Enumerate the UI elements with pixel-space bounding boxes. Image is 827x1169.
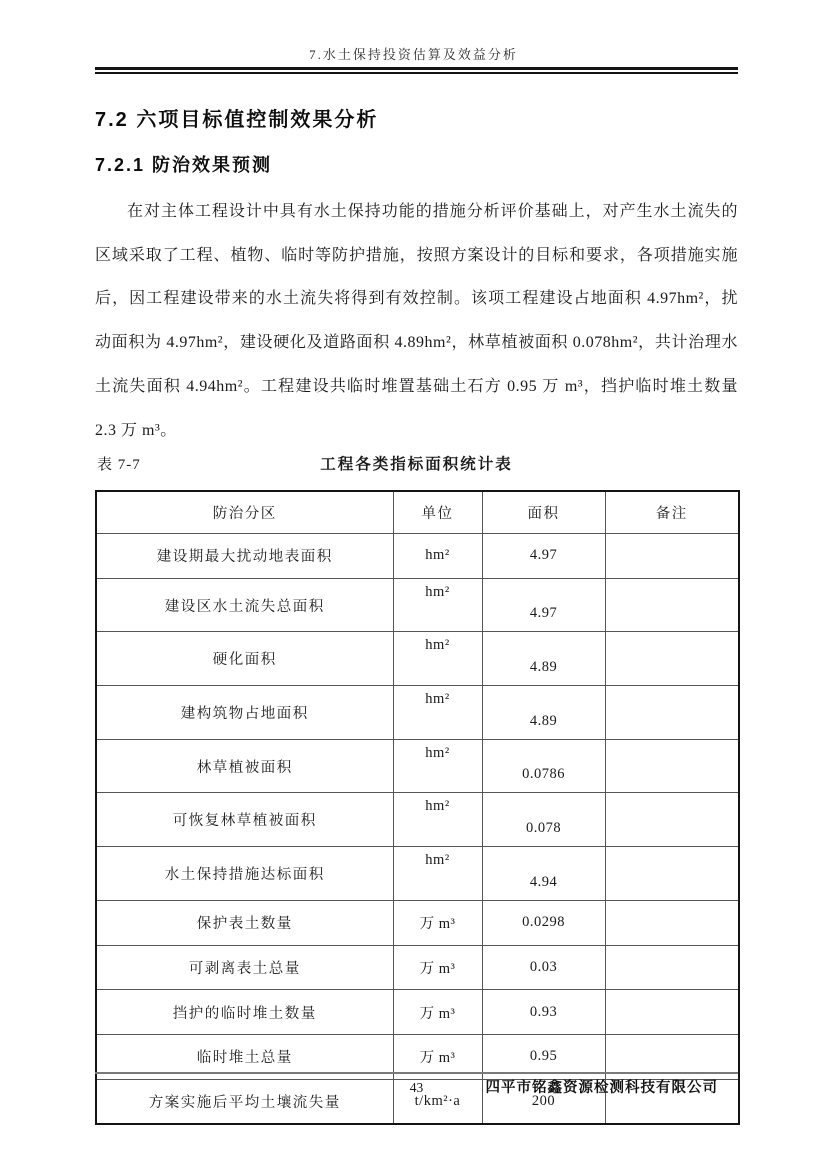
- col-header-zone: 防治分区: [96, 491, 393, 534]
- row-note: [605, 686, 739, 740]
- row-value: 0.0298: [482, 900, 605, 945]
- paragraph-line: 2.3 万 m³。: [95, 421, 177, 439]
- section-heading: 7.2 六项目标值控制效果分析: [95, 109, 379, 131]
- table-row: [96, 632, 739, 686]
- subsection-heading: 7.2.1 防治效果预测: [95, 155, 273, 175]
- row-unit: 万 m³: [393, 900, 482, 945]
- body-paragraph: [95, 190, 738, 452]
- row-label: 建设区水土流失总面积: [96, 578, 393, 632]
- paragraph-line: 土流失面积 4.94hm²。工程建设共临时堆置基础土石方 0.95 万 m³，挡护临时堆土数量: [95, 377, 738, 395]
- row-note: [605, 900, 739, 945]
- row-value: 0.078: [482, 793, 605, 847]
- row-unit: hm²: [393, 847, 482, 901]
- row-note: [605, 847, 739, 901]
- row-unit: 万 m³: [393, 990, 482, 1035]
- row-note: [605, 945, 739, 990]
- row-value: 0.95: [482, 1034, 605, 1079]
- company-name: 四平市铭鑫资源检测科技有限公司: [485, 1080, 718, 1096]
- row-note: [605, 534, 739, 579]
- table-row: [96, 686, 739, 740]
- statistics-table-container: [95, 490, 738, 1125]
- paragraph-line: 动面积为 4.97hm²，建设硬化及道路面积 4.89hm²，林草植被面积 0.078hm²，共计治理水: [95, 334, 738, 352]
- table-header-row: [96, 491, 739, 534]
- row-value: 4.89: [482, 632, 605, 686]
- row-value: 200: [482, 1079, 605, 1124]
- table-row: [96, 990, 739, 1035]
- row-label: 硬化面积: [96, 632, 393, 686]
- row-label: 可剥离表土总量: [96, 945, 393, 990]
- row-label: 保护表土数量: [96, 900, 393, 945]
- table-row: [96, 739, 739, 793]
- row-unit: hm²: [393, 739, 482, 793]
- row-note: [605, 578, 739, 632]
- row-value: 4.97: [482, 534, 605, 579]
- row-label: 林草植被面积: [96, 739, 393, 793]
- footer-rule: [95, 1072, 738, 1074]
- row-label: 建构筑物占地面积: [96, 686, 393, 740]
- table-row: [96, 945, 739, 990]
- table-row: [96, 534, 739, 579]
- paragraph-line: 后，因工程建设带来的水土流失将得到有效控制。该项工程建设占地面积 4.97hm²，扰: [95, 290, 738, 308]
- header-rule: [95, 67, 738, 74]
- row-label: 方案实施后平均土壤流失量: [96, 1079, 393, 1124]
- row-unit: 万 m³: [393, 945, 482, 990]
- row-label: 水土保持措施达标面积: [96, 847, 393, 901]
- row-unit: hm²: [393, 534, 482, 579]
- page-footer: [95, 1077, 738, 1099]
- col-header-note: 备注: [605, 491, 739, 534]
- table-row: [96, 900, 739, 945]
- row-unit: t/km²·a: [393, 1079, 482, 1124]
- table-row: [96, 793, 739, 847]
- row-value: 0.93: [482, 990, 605, 1035]
- row-unit: hm²: [393, 632, 482, 686]
- row-label: 可恢复林草植被面积: [96, 793, 393, 847]
- row-note: [605, 739, 739, 793]
- row-label: 建设期最大扰动地表面积: [96, 534, 393, 579]
- table-title: 工程各类指标面积统计表: [320, 456, 513, 473]
- table-number-label: 表 7-7: [97, 457, 141, 473]
- row-unit: hm²: [393, 578, 482, 632]
- paragraph-line: 在对主体工程设计中具有水土保持功能的措施分析评价基础上，对产生水土流失的: [127, 203, 738, 220]
- row-value: 4.94: [482, 847, 605, 901]
- page-number: 43: [409, 1080, 424, 1095]
- row-label: 挡护的临时堆土数量: [96, 990, 393, 1035]
- table-row: [96, 578, 739, 632]
- running-header-title: 7.水土保持投资估算及效益分析: [309, 47, 518, 62]
- row-note: [605, 990, 739, 1035]
- col-header-unit: 单位: [393, 491, 482, 534]
- table-row: [96, 847, 739, 901]
- row-value: 4.89: [482, 686, 605, 740]
- row-value: 4.97: [482, 578, 605, 632]
- row-label: 临时堆土总量: [96, 1034, 393, 1079]
- statistics-table: [95, 490, 740, 1125]
- row-note: [605, 793, 739, 847]
- table-caption: [95, 450, 738, 480]
- row-unit: hm²: [393, 793, 482, 847]
- row-unit: 万 m³: [393, 1034, 482, 1079]
- paragraph-line: 区域采取了工程、植物、临时等防护措施，按照方案设计的目标和要求，各项措施实施: [95, 246, 738, 264]
- row-value: 0.03: [482, 945, 605, 990]
- row-note: [605, 632, 739, 686]
- row-unit: hm²: [393, 686, 482, 740]
- col-header-area: 面积: [482, 491, 605, 534]
- row-value: 0.0786: [482, 739, 605, 793]
